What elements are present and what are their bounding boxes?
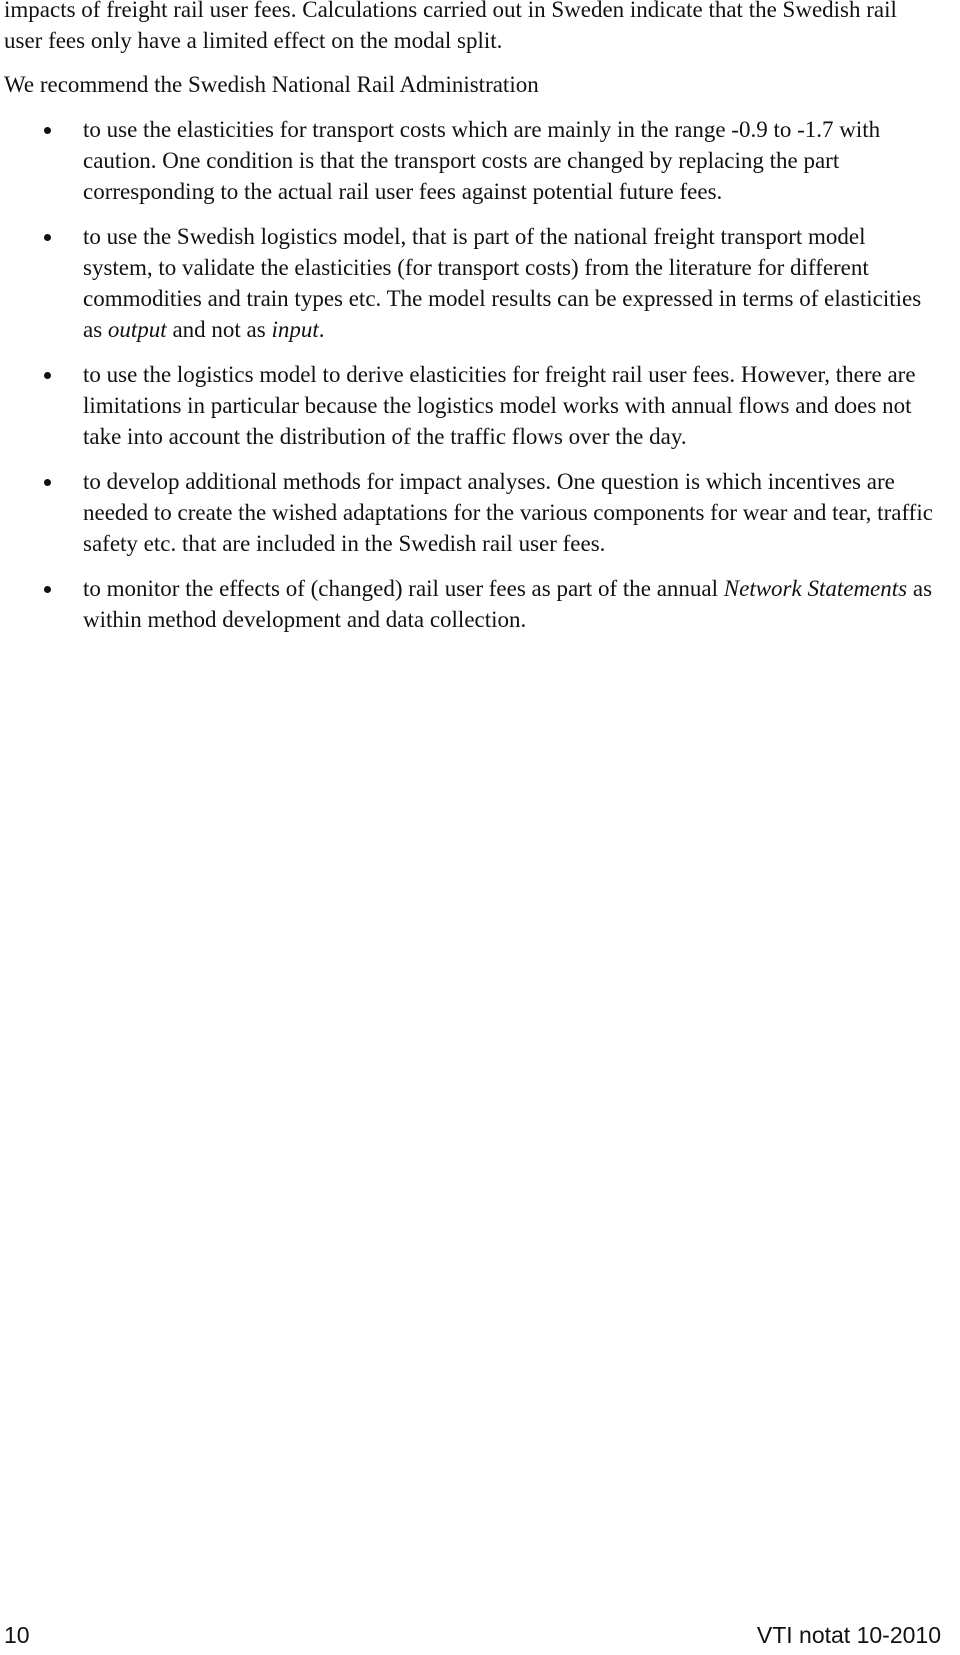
bullet-icon — [44, 127, 51, 134]
recommendation-item-validate-model — [0, 221, 936, 345]
recommendation-text: as within method development and data collection. — [83, 576, 933, 632]
emphasis-output: output — [107, 317, 167, 342]
intro-paragraph-continued: impacts of freight rail user fees. Calculations carried out in Sweden indicate that the Swedish rail user fees only have a limited effect on the modal split. — [4, 0, 897, 53]
recommendation-text: to use the Swedish logistics model, that is part of the national freight transport model system, to validate the elasticities (for transport costs) from the literature for different commodities and train types etc. The model results can be expressed in terms of elasticities as — [83, 224, 922, 342]
recommendation-list — [0, 114, 960, 649]
bullet-icon — [44, 479, 51, 486]
recommendation-item-develop-methods — [0, 466, 936, 559]
recommendation-lead-in: We recommend the Swedish National Rail Administration — [4, 72, 539, 97]
recommendation-text: to use the elasticities for transport costs which are mainly in the range -0.9 to -1.7 with caution. One condition is that the transport costs are changed by replacing the part corresponding to the actual rail user fees against potential future fees. — [83, 117, 881, 204]
bullet-icon — [44, 234, 51, 241]
bullet-icon — [44, 586, 51, 593]
publication-label: VTI notat 10-2010 — [756, 1622, 941, 1648]
emphasis-input: input — [271, 317, 319, 342]
emphasis-network-statements: Network Statements — [723, 576, 908, 601]
recommendation-text: to monitor the effects of (changed) rail user fees as part of the annual — [83, 576, 724, 601]
recommendation-text: to develop additional methods for impact analyses. One question is which incentives are needed to create the wished adaptations for the various components for wear and tear, traffic safety etc. that are included in the Swedish rail user fees. — [83, 469, 933, 556]
recommendation-text: to use the logistics model to derive elasticities for freight rail user fees. However, there are limitations in particular because the logistics model works with annual flows and does not take into account the distribution of the traffic flows over the day. — [83, 362, 916, 449]
recommendation-item-monitor-effects — [0, 573, 936, 635]
page-number: 10 — [4, 1622, 30, 1648]
recommendation-item-derive-elasticities — [0, 359, 936, 452]
recommendation-text: and not as — [166, 317, 272, 342]
recommendation-text: . — [318, 317, 325, 342]
bullet-icon — [44, 372, 51, 379]
recommendation-item-elasticities — [0, 114, 936, 207]
